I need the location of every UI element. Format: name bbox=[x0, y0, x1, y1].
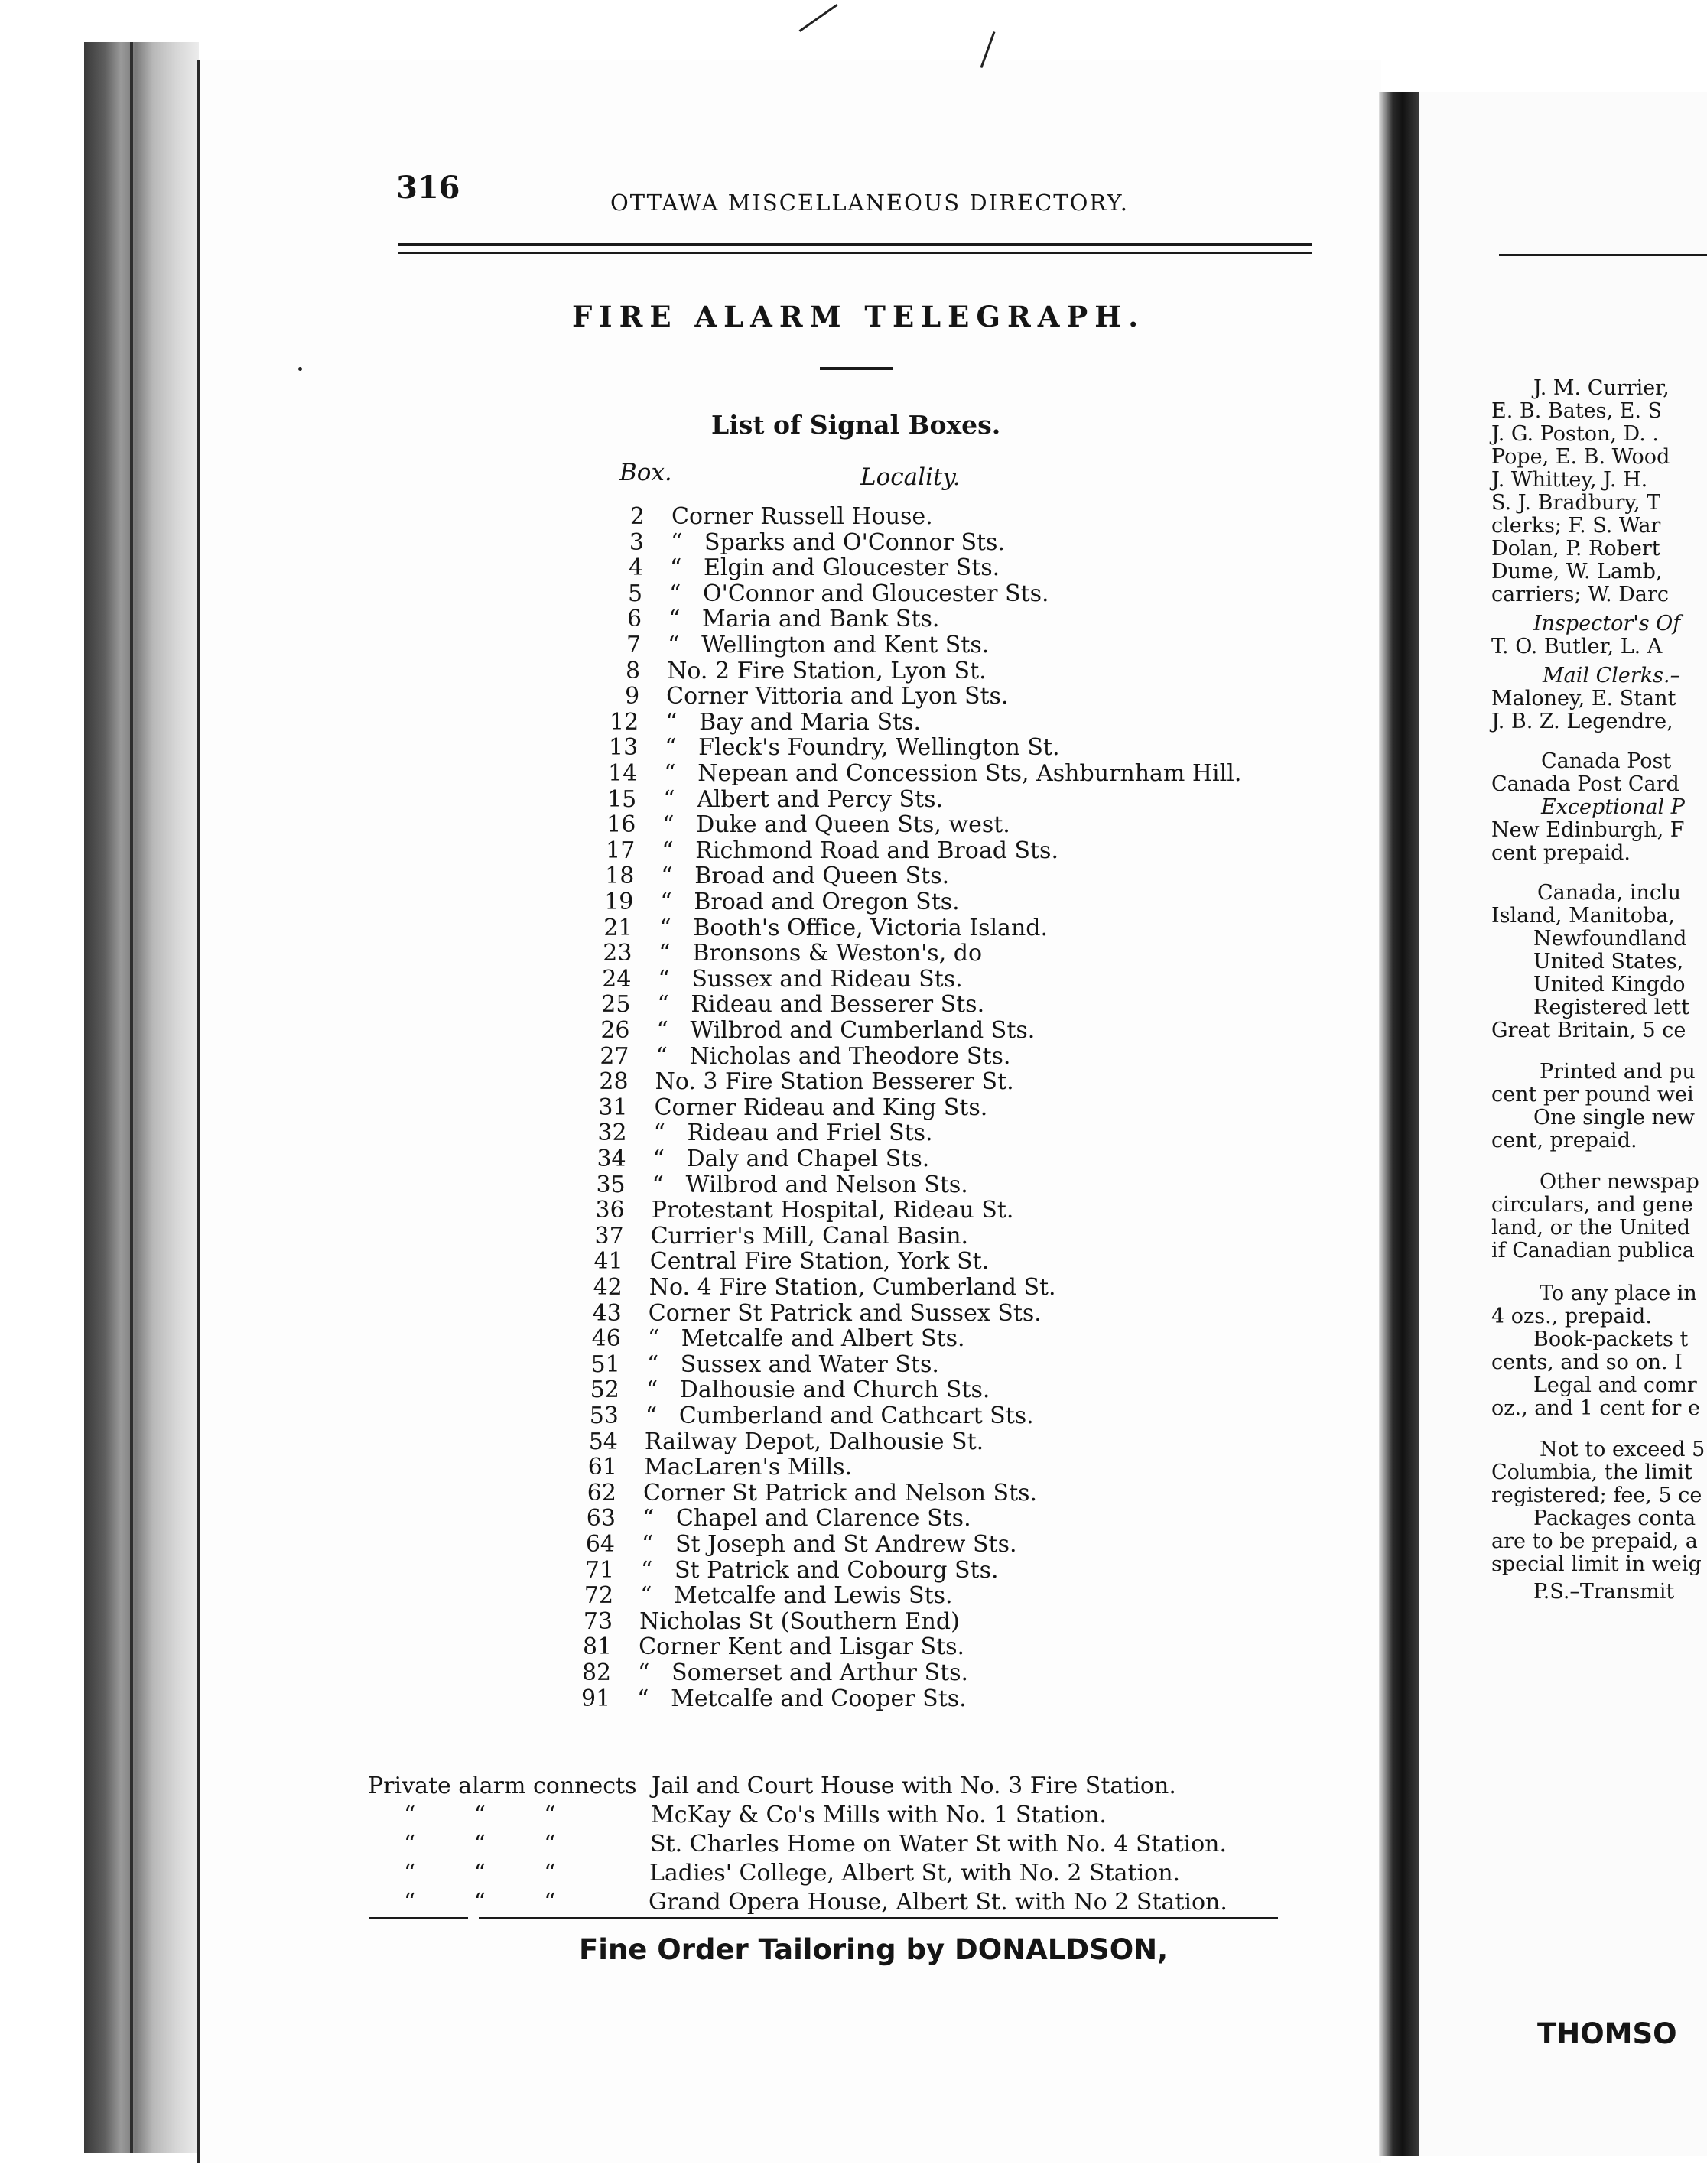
signal-box-locality: Corner Rideau and King Sts. bbox=[654, 1094, 988, 1121]
scan-speck bbox=[799, 4, 838, 32]
signal-box-number: 18 bbox=[605, 863, 635, 890]
right-page-text-line: J. G. Poston, D. . bbox=[1491, 422, 1659, 446]
right-page-text-line: J. B. Z. Legendre, bbox=[1491, 710, 1673, 733]
signal-box-number: 37 bbox=[594, 1222, 624, 1250]
signal-box-row bbox=[0, 1068, 1338, 1094]
right-page-text-line: Dolan, P. Robert bbox=[1491, 537, 1660, 561]
signal-box-row bbox=[0, 1454, 1338, 1480]
signal-box-number: 62 bbox=[587, 1479, 616, 1506]
right-page-text-line: E. B. Bates, E. S bbox=[1491, 399, 1663, 423]
signal-box-number: 41 bbox=[593, 1248, 623, 1276]
right-page-text-line: Pope, E. B. Wood bbox=[1491, 445, 1670, 469]
signal-box-number: 34 bbox=[597, 1146, 626, 1172]
signal-box-locality: No. 4 Fire Station, Cumberland St. bbox=[649, 1274, 1056, 1301]
signal-box-row bbox=[0, 889, 1338, 915]
signal-box-number: 27 bbox=[600, 1042, 629, 1070]
signal-box-row bbox=[0, 915, 1338, 941]
signal-box-locality: Corner Vittoria and Lyon Sts. bbox=[666, 683, 1009, 710]
right-page-text-line: carriers; W. Darc bbox=[1491, 583, 1670, 606]
signal-box-number: 17 bbox=[606, 837, 636, 864]
right-page-text-line: if Canadian publica bbox=[1491, 1239, 1695, 1263]
signal-box-number: 91 bbox=[580, 1685, 611, 1712]
private-alarm-prefix: “ “ “ bbox=[404, 1860, 556, 1887]
signal-box-number: 21 bbox=[603, 914, 633, 941]
right-page-text-line: cent prepaid. bbox=[1491, 841, 1631, 865]
signal-box-number: 51 bbox=[590, 1350, 620, 1378]
right-page-text-line: cents, and so on. I bbox=[1491, 1350, 1683, 1374]
right-page-text-line: J. Whittey, J. H. bbox=[1491, 468, 1648, 492]
signal-box-number: 72 bbox=[584, 1582, 614, 1610]
right-page-text-line: land, or the United bbox=[1491, 1216, 1691, 1240]
column-header-locality: Locality. bbox=[860, 463, 961, 491]
signal-box-locality: Corner Kent and Lisgar Sts. bbox=[639, 1633, 965, 1661]
signal-box-number: 28 bbox=[599, 1068, 629, 1096]
signal-box-locality: “ Maria and Bank Sts. bbox=[668, 606, 940, 633]
signal-box-number: 35 bbox=[596, 1171, 626, 1198]
signal-box-locality: “ Somerset and Arthur Sts. bbox=[638, 1659, 969, 1686]
signal-box-row bbox=[0, 734, 1338, 760]
signal-box-row bbox=[0, 1608, 1338, 1634]
right-page-text-line: special limit in weig bbox=[1491, 1552, 1702, 1576]
private-alarm-prefix: “ “ “ bbox=[404, 1889, 556, 1916]
right-page-header-rule bbox=[1499, 254, 1707, 256]
signal-box-number: 24 bbox=[602, 965, 632, 993]
right-page-text-line: S. J. Bradbury, T bbox=[1491, 491, 1661, 515]
right-page-text-line: Not to exceed 5 bbox=[1540, 1438, 1705, 1461]
signal-box-locality: Corner St Patrick and Sussex Sts. bbox=[648, 1299, 1042, 1327]
private-alarm-text: Grand Opera House, Albert St. with No 2 Station. bbox=[649, 1889, 1227, 1916]
right-page-text-line: registered; fee, 5 ce bbox=[1491, 1484, 1702, 1507]
private-alarm-prefix: Private alarm connects bbox=[368, 1773, 637, 1799]
signal-box-row bbox=[0, 1172, 1338, 1198]
section-subtitle: List of Signal Boxes. bbox=[711, 410, 1001, 440]
right-page-text-line: Canada Post bbox=[1541, 749, 1672, 773]
signal-box-locality: “ Fleck's Foundry, Wellington St. bbox=[665, 734, 1060, 762]
signal-box-row bbox=[0, 786, 1338, 812]
footer-rule bbox=[369, 1917, 468, 1919]
signal-box-row bbox=[0, 1223, 1338, 1249]
signal-box-row bbox=[0, 606, 1338, 632]
signal-box-locality: “ O'Connor and Gloucester Sts. bbox=[669, 580, 1049, 607]
signal-box-locality: “ Nicholas and Theodore Sts. bbox=[655, 1042, 1011, 1070]
scan-speck bbox=[298, 367, 302, 371]
signal-box-row bbox=[0, 1120, 1338, 1146]
right-page bbox=[1419, 92, 1707, 2156]
right-page-text-line: Maloney, E. Stant bbox=[1491, 687, 1676, 710]
right-page-text-line: Great Britain, 5 ce bbox=[1491, 1019, 1686, 1042]
page-number: 316 bbox=[396, 170, 460, 206]
right-page-text-line: Inspector's Of bbox=[1533, 612, 1681, 635]
signal-box-number: 3 bbox=[629, 528, 645, 556]
right-page-text-line: Mail Clerks.– bbox=[1543, 664, 1681, 687]
signal-box-number: 42 bbox=[593, 1274, 623, 1301]
signal-box-number: 61 bbox=[587, 1454, 617, 1481]
signal-box-number: 9 bbox=[625, 683, 640, 710]
signal-box-row bbox=[0, 1428, 1338, 1454]
signal-box-locality: “ Sussex and Rideau Sts. bbox=[658, 965, 963, 993]
signal-box-row bbox=[0, 1146, 1338, 1172]
private-alarm-text: McKay & Co's Mills with No. 1 Station. bbox=[651, 1802, 1107, 1828]
footer-advertisement: Fine Order Tailoring by DONALDSON, bbox=[579, 1933, 1169, 1966]
signal-box-row bbox=[0, 1043, 1338, 1069]
signal-box-locality: “ Elgin and Gloucester Sts. bbox=[670, 554, 1000, 582]
signal-box-locality: “ St Joseph and St Andrew Sts. bbox=[642, 1531, 1017, 1558]
right-page-text-line: One single new bbox=[1533, 1106, 1695, 1129]
signal-box-row bbox=[0, 580, 1338, 606]
signal-box-row bbox=[0, 632, 1338, 658]
header-rule-thin bbox=[398, 252, 1312, 254]
signal-box-number: 43 bbox=[592, 1299, 622, 1327]
right-page-text-line: To any place in bbox=[1540, 1282, 1697, 1305]
signal-box-number: 53 bbox=[589, 1402, 619, 1429]
signal-box-locality: Corner Russell House. bbox=[671, 503, 933, 530]
right-page-text-line: oz., and 1 cent for e bbox=[1491, 1396, 1700, 1420]
right-page-text-line: Packages conta bbox=[1533, 1506, 1696, 1530]
signal-box-locality: “ Albert and Percy Sts. bbox=[663, 785, 944, 813]
signal-box-number: 15 bbox=[607, 785, 637, 813]
signal-box-locality: Central Fire Station, York St. bbox=[649, 1248, 990, 1276]
signal-box-locality: “ Cumberland and Cathcart Sts. bbox=[645, 1402, 1034, 1429]
signal-box-row bbox=[0, 1659, 1338, 1685]
signal-box-row bbox=[0, 1402, 1338, 1428]
signal-box-number: 2 bbox=[629, 503, 645, 530]
right-page-text-line: Canada Post Card bbox=[1491, 772, 1679, 796]
signal-box-locality: Protestant Hospital, Rideau St. bbox=[651, 1197, 1014, 1224]
signal-box-row bbox=[0, 1480, 1338, 1506]
signal-box-row bbox=[0, 554, 1338, 580]
signal-box-number: 4 bbox=[628, 554, 644, 582]
signal-box-row bbox=[0, 683, 1338, 709]
signal-box-locality: “ Metcalfe and Lewis Sts. bbox=[640, 1582, 953, 1610]
signal-box-number: 36 bbox=[595, 1197, 625, 1224]
signal-box-number: 26 bbox=[600, 1017, 630, 1044]
signal-box-locality: “ Metcalfe and Albert Sts. bbox=[647, 1325, 965, 1353]
right-page-text-line: United States, bbox=[1533, 950, 1684, 973]
signal-box-number: 52 bbox=[590, 1376, 619, 1404]
right-page-text-line: T. O. Butler, L. A bbox=[1491, 635, 1663, 658]
signal-box-number: 64 bbox=[585, 1531, 616, 1558]
signal-box-locality: “ Daly and Chapel Sts. bbox=[652, 1146, 930, 1172]
right-page-text-line: J. M. Currier, bbox=[1533, 376, 1670, 400]
signal-box-locality: No. 3 Fire Station Besserer St. bbox=[655, 1068, 1014, 1096]
signal-box-locality: “ Wilbrod and Nelson Sts. bbox=[652, 1171, 968, 1198]
signal-box-locality: “ Nepean and Concession Sts, Ashburnham Hill. bbox=[664, 760, 1242, 787]
column-header-box: Box. bbox=[619, 459, 672, 486]
private-alarm-text: St. Charles Home on Water St with No. 4 Station. bbox=[650, 1831, 1227, 1857]
signal-box-locality: “ Broad and Oregon Sts. bbox=[660, 889, 960, 915]
signal-box-locality: “ Metcalfe and Cooper Sts. bbox=[637, 1685, 967, 1712]
signal-box-row bbox=[0, 1531, 1338, 1557]
signal-box-locality: “ Wellington and Kent Sts. bbox=[668, 632, 990, 658]
right-page-text-line: Other newspap bbox=[1540, 1170, 1699, 1194]
right-page-text-line: Island, Manitoba, bbox=[1491, 904, 1675, 928]
book-gutter bbox=[1379, 92, 1419, 2156]
signal-box-number: 73 bbox=[583, 1607, 613, 1635]
signal-box-number: 19 bbox=[604, 889, 634, 915]
signal-box-number: 71 bbox=[584, 1556, 615, 1584]
signal-box-locality: “ Richmond Road and Broad Sts. bbox=[662, 837, 1058, 864]
footer-rule bbox=[479, 1917, 1278, 1919]
private-alarm-prefix: “ “ “ bbox=[404, 1831, 556, 1857]
private-alarm-text: Ladies' College, Albert St, with No. 2 Station. bbox=[649, 1860, 1181, 1887]
signal-box-number: 16 bbox=[606, 811, 636, 839]
header-rule-thick bbox=[398, 243, 1312, 246]
signal-box-locality: “ Duke and Queen Sts, west. bbox=[662, 811, 1010, 839]
right-page-text-line: P.S.–Transmit bbox=[1533, 1580, 1675, 1604]
signal-box-locality: No. 2 Fire Station, Lyon St. bbox=[667, 657, 987, 684]
signal-box-row bbox=[0, 1248, 1338, 1274]
signal-box-row bbox=[0, 1582, 1338, 1608]
signal-box-locality: “ Wilbrod and Cumberland Sts. bbox=[656, 1017, 1036, 1044]
signal-box-row bbox=[0, 1094, 1338, 1120]
signal-box-number: 23 bbox=[603, 940, 632, 967]
signal-box-row bbox=[0, 709, 1338, 735]
title-rule bbox=[820, 367, 893, 370]
signal-box-locality: “ Bay and Maria Sts. bbox=[665, 708, 922, 736]
signal-box-locality: “ Sparks and O'Connor Sts. bbox=[671, 528, 1005, 556]
signal-box-row bbox=[0, 760, 1338, 786]
signal-box-locality: Railway Depot, Dalhousie St. bbox=[644, 1428, 984, 1455]
signal-box-row bbox=[0, 837, 1338, 863]
signal-box-number: 25 bbox=[601, 991, 631, 1019]
right-page-text-line: New Edinburgh, F bbox=[1491, 818, 1685, 842]
signal-box-row bbox=[0, 658, 1338, 684]
signal-box-row bbox=[0, 503, 1338, 529]
right-page-text-line: clerks; F. S. War bbox=[1491, 514, 1661, 538]
signal-box-row bbox=[0, 1633, 1338, 1659]
signal-box-row bbox=[0, 1017, 1338, 1043]
signal-box-number: 12 bbox=[610, 708, 639, 736]
right-page-text-line: Legal and comr bbox=[1533, 1373, 1697, 1397]
signal-box-row bbox=[0, 529, 1338, 555]
signal-box-number: 81 bbox=[582, 1633, 613, 1661]
right-page-text-line: cent per pound wei bbox=[1491, 1083, 1694, 1107]
right-page-text-line: 4 ozs., prepaid. bbox=[1491, 1305, 1652, 1328]
signal-box-locality: “ Dalhousie and Church Sts. bbox=[645, 1376, 990, 1404]
signal-box-number: 32 bbox=[597, 1120, 627, 1147]
signal-box-number: 63 bbox=[586, 1505, 616, 1532]
signal-box-locality: Currier's Mill, Canal Basin. bbox=[650, 1222, 969, 1250]
signal-box-row bbox=[0, 1351, 1338, 1377]
right-page-text-line: Columbia, the limit bbox=[1491, 1461, 1692, 1484]
signal-box-locality: “ St Patrick and Cobourg Sts. bbox=[641, 1556, 999, 1584]
signal-box-row bbox=[0, 1376, 1338, 1402]
right-page-text-line: are to be prepaid, a bbox=[1491, 1529, 1698, 1553]
private-alarm-text: Jail and Court House with No. 3 Fire Station. bbox=[652, 1773, 1176, 1799]
right-page-text-line: cent, prepaid. bbox=[1491, 1129, 1637, 1152]
signal-box-locality: Corner St Patrick and Nelson Sts. bbox=[642, 1479, 1038, 1506]
signal-box-row bbox=[0, 863, 1338, 889]
signal-box-row bbox=[0, 1197, 1338, 1223]
signal-box-number: 7 bbox=[626, 632, 642, 658]
right-page-text-line: Exceptional P bbox=[1541, 795, 1685, 819]
signal-box-locality: “ Broad and Queen Sts. bbox=[661, 863, 950, 890]
signal-box-row bbox=[0, 1325, 1338, 1351]
signal-box-locality: “ Booth's Office, Victoria Island. bbox=[659, 914, 1049, 941]
signal-box-row bbox=[0, 966, 1338, 992]
signal-box-row bbox=[0, 811, 1338, 837]
signal-box-number: 13 bbox=[609, 734, 639, 762]
signal-box-row bbox=[0, 1300, 1338, 1326]
private-alarm-prefix: “ “ “ bbox=[404, 1802, 556, 1828]
right-page-text-line: Newfoundland bbox=[1533, 927, 1687, 951]
signal-box-row bbox=[0, 1685, 1338, 1711]
signal-box-number: 6 bbox=[627, 606, 642, 633]
right-page-text-line: circulars, and gene bbox=[1491, 1193, 1693, 1217]
right-page-footer-ad: THOMSO bbox=[1537, 2017, 1677, 2050]
signal-box-number: 5 bbox=[627, 580, 643, 607]
right-page-text-line: Printed and pu bbox=[1540, 1060, 1696, 1084]
signal-box-locality: “ Rideau and Besserer Sts. bbox=[657, 991, 985, 1019]
signal-box-row bbox=[0, 1505, 1338, 1531]
signal-box-row bbox=[0, 1557, 1338, 1583]
signal-box-locality: “ Bronsons & Weston's, do bbox=[658, 940, 983, 967]
signal-box-row bbox=[0, 991, 1338, 1017]
right-page-text-line: Dume, W. Lamb, bbox=[1491, 560, 1663, 583]
signal-box-locality: “ Sussex and Water Sts. bbox=[646, 1350, 939, 1378]
signal-box-locality: “ Chapel and Clarence Sts. bbox=[642, 1505, 971, 1532]
signal-box-number: 8 bbox=[626, 657, 641, 684]
right-page-text-line: Registered lett bbox=[1533, 996, 1689, 1019]
right-page-text-line: Canada, inclu bbox=[1537, 881, 1681, 905]
signal-box-number: 46 bbox=[591, 1325, 621, 1353]
signal-box-locality: MacLaren's Mills. bbox=[643, 1454, 853, 1481]
signal-box-number: 14 bbox=[608, 760, 638, 787]
signal-box-number: 82 bbox=[581, 1659, 612, 1686]
right-page-text-line: Book-packets t bbox=[1533, 1328, 1689, 1351]
signal-box-row bbox=[0, 1274, 1338, 1300]
page-title: FIRE ALARM TELEGRAPH. bbox=[572, 300, 1146, 333]
signal-box-row bbox=[0, 940, 1338, 966]
signal-box-number: 31 bbox=[598, 1094, 628, 1121]
right-page-text-line: United Kingdo bbox=[1533, 973, 1686, 996]
signal-box-locality: Nicholas St (Southern End) bbox=[639, 1607, 960, 1635]
signal-box-locality: “ Rideau and Friel Sts. bbox=[653, 1120, 933, 1147]
signal-box-number: 54 bbox=[588, 1428, 618, 1455]
running-head: OTTAWA MISCELLANEOUS DIRECTORY. bbox=[610, 190, 1129, 216]
